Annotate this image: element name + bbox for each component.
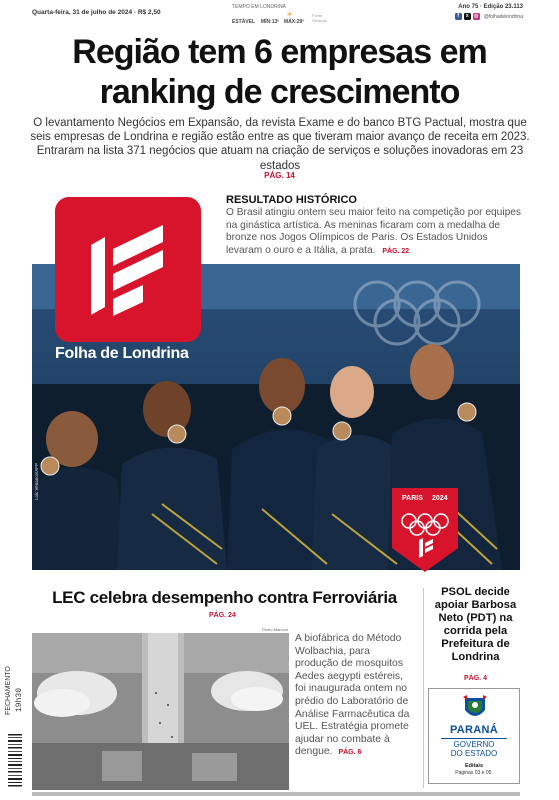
brand-name: Folha de Londrina (55, 345, 189, 362)
lab-body (295, 633, 415, 760)
lab-page-ref[interactable]: PÁG. 6 (338, 749, 362, 757)
weather-source: Fonte: Simepar (312, 13, 327, 23)
facebook-icon[interactable]: f (455, 13, 462, 20)
lec-page-ref[interactable]: PÁG. 24 (209, 612, 236, 619)
sun-icon: ☀ (286, 10, 294, 19)
gov-parana-box[interactable] (428, 688, 520, 784)
edition-block (455, 4, 523, 20)
fechamento-time: 19h30 (15, 687, 24, 712)
weather-status: ESTÁVEL (232, 19, 256, 25)
psol-headline[interactable]: PSOL decide apoiar Barbosa Neto (PDT) na corrida pela Prefeitura de Londrina (434, 586, 517, 663)
parana-crest-icon (462, 694, 488, 722)
x-icon[interactable]: x (464, 13, 471, 20)
result-text: O Brasil atingiu ontem seu maior feito na competição por equipes na ginástica artística. As meninas ficaram com a medalha de bronze nos Jogos Olímpicos de Paris. Os Estados Unidos levaram o ouro e a Itália, a prata. (226, 207, 522, 256)
gov-state-name: PARANÁ (449, 724, 499, 736)
lab-photo (32, 633, 289, 790)
gov-estado: DO ESTADO (450, 749, 498, 758)
photo-credit: Loic Venance/AFP (34, 462, 39, 500)
masthead-bar (0, 0, 559, 30)
result-title[interactable]: RESULTADO HISTÓRICO (226, 194, 357, 206)
weather-max: MÁX:29º (284, 19, 305, 25)
paris-2024-badge (392, 488, 458, 572)
instagram-icon[interactable]: ◎ (474, 13, 479, 19)
gov-pages: Páginas 03 e 05. (455, 770, 493, 776)
gov-divider (441, 738, 507, 739)
social-links (455, 13, 523, 20)
result-page-ref[interactable]: PÁG. 22 (382, 247, 410, 255)
weather-min: MÍN:13º (261, 19, 280, 25)
folha-logo-mark (55, 197, 201, 342)
lab-photo-credit: Pedro Marconi (262, 627, 289, 632)
date-price: Quarta-feira, 31 de julho de 2024 · R$ 2,50 (32, 9, 161, 16)
barcode-icon (6, 732, 24, 790)
weather-title: TEMPO EM LONDRINA (232, 4, 286, 10)
gov-governo: GOVERNO (453, 740, 495, 749)
social-handle[interactable]: @folhadelondrina (483, 13, 523, 20)
main-headline[interactable]: Região tem 6 empresas em ranking de crescimento (72, 33, 487, 111)
bottom-rule (32, 792, 520, 796)
edition-number: Ano 75 · Edição 23.113 (458, 4, 523, 10)
weather-box (230, 4, 350, 28)
result-body (226, 207, 522, 258)
badge-year: 2024 (432, 495, 448, 502)
fechamento-label: FECHAMENTO (5, 666, 12, 715)
lec-headline[interactable]: LEC celebra desempenho contra Ferroviária (52, 588, 397, 607)
badge-city: PARIS (402, 495, 423, 502)
lab-text: A biofábrica do Método Wolbachia, para produção de mosquitos Aedes aegypti estéreis, foi inaugurada ontem no prédio do Laboratório de Análise Farmacêutica da UEL. Estratégia promete ajudar no combate à dengue. (295, 633, 410, 758)
lede-page-ref[interactable]: PÁG. 14 (264, 171, 295, 180)
column-divider (423, 588, 424, 788)
gov-editais: Editais (464, 763, 484, 769)
folha-logo[interactable] (55, 197, 201, 342)
psol-page-ref[interactable]: PÁG. 4 (464, 675, 487, 682)
lede-text: O levantamento Negócios em Expansão, da revista Exame e do banco BTG Pactual, mostra que seis empresas de Londrina e região estão entre as que tiveram maior avanço de receita em 2023. Entraram na lista 371 negócios que atuam na criação de serviços e soluções inovadoras em 23 estados (30, 117, 530, 172)
